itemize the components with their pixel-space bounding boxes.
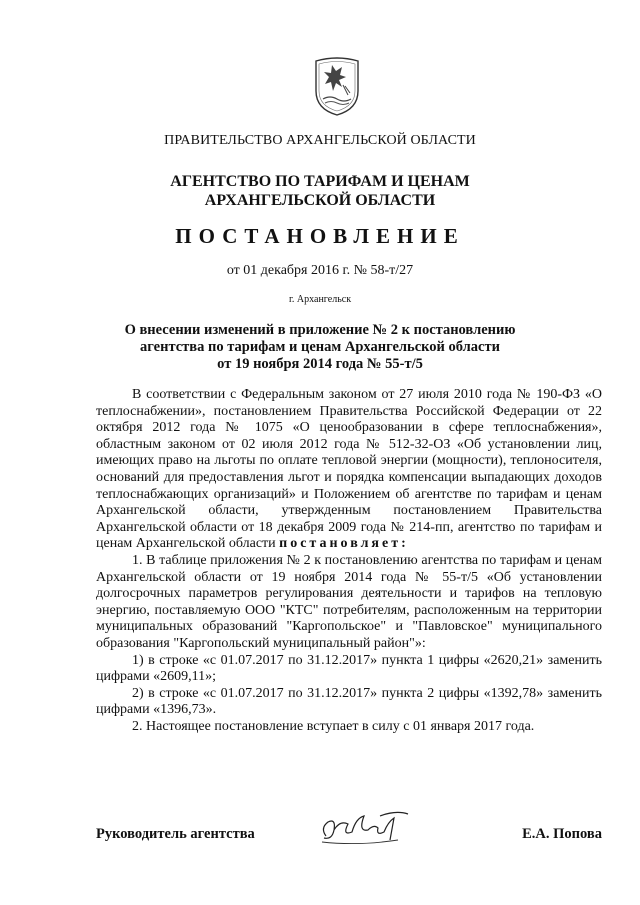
signatory-title: Руководитель агентства — [96, 826, 255, 842]
document-type-heading: ПОСТАНОВЛЕНИЕ — [175, 224, 465, 248]
agency-title-line1: АГЕНТСТВО ПО ТАРИФАМ И ЦЕНАМ — [170, 173, 470, 190]
item-2-paragraph: 2. Настоящее постановление вступает в силу с 01 января 2017 года. — [132, 718, 535, 734]
coat-of-arms-emblem-icon — [312, 55, 362, 117]
handwritten-signature-icon — [318, 806, 414, 850]
agency-title-line2: АРХАНГЕЛЬСКОЙ ОБЛАСТИ — [204, 192, 436, 209]
subject-line1: О внесении изменений в приложение № 2 к постановлению — [124, 322, 516, 338]
preamble-text: В соответствии с Федеральным законом от 27 июля 2010 года № 190-ФЗ «О теплоснабжении», постановлением Правительства Российской Федерации от 22 октября 2012 года № 1075 «О ценообразовании в сфере теплоснабжения», областным законом от 02 июля 2012 года № 512-32-ОЗ «Об установлении лиц, имеющих право на льготы по оплате тепловой энергии (мощности), теплоносителя, оснований для предоставления льгот и порядка компенсации выпадающих доходов теплоснабжающих организаций» и Положением об агентстве по тарифам и ценам Архангельской области, утвержденным постановлением Правительства Архангельской области от 18 декабря 2009 года № 214-пп, агентство по тарифам и ценам Архангельской области — [96, 387, 602, 552]
agency-title — [0, 172, 640, 210]
date-and-number: от 01 декабря 2016 г. № 58-т/27 — [226, 263, 414, 278]
document-subject — [0, 322, 640, 373]
signatory-name: Е.А. Попова — [522, 826, 602, 842]
government-title: ПРАВИТЕЛЬСТВО АРХАНГЕЛЬСКОЙ ОБЛАСТИ — [164, 133, 476, 148]
city-label: г. Архангельск — [288, 294, 352, 305]
resolves-keyword: постановляет: — [279, 536, 409, 552]
signature-block — [96, 820, 602, 860]
item-1-1-paragraph: 1) в строке «с 01.07.2017 по 31.12.2017» пункта 1 цифры «2620,21» заменить цифрами «2609,11»; — [96, 652, 602, 685]
subject-line2: агентства по тарифам и ценам Архангельской области — [140, 339, 500, 355]
item-1-2-paragraph: 2) в строке «с 01.07.2017 по 31.12.2017» пункта 2 цифры «1392,78» заменить цифрами «1396,73». — [96, 685, 602, 718]
item-1-paragraph: 1. В таблице приложения № 2 к постановлению агентства по тарифам и ценам Архангельской области от 19 ноября 2014 года № 55-т/5 «Об установлении долгосрочных параметров регулирования деятельности и тарифов на тепловую энергию, поставляемую ООО "КТС" потребителям, расположенным на территории муниципальных образований "Каргопольское" и "Павловское" муниципального образования "Каргопольский муниципальный район"»: — [96, 552, 602, 651]
subject-line3: от 19 ноября 2014 года № 55-т/5 — [217, 356, 423, 372]
document-body — [96, 387, 602, 735]
preamble-paragraph — [96, 387, 602, 553]
